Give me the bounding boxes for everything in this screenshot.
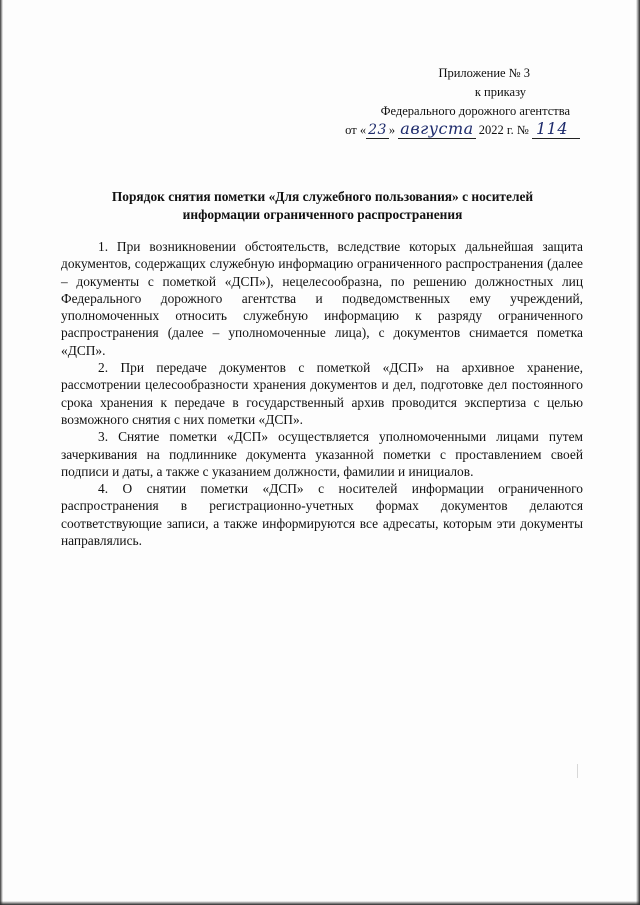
handwritten-day: 23 [368,122,387,138]
date-prefix: от [345,123,357,137]
number-field [532,121,580,139]
handwritten-month: августа [400,119,474,138]
scan-artifact-mark [577,764,578,778]
appendix-number: Приложение № 3 [438,66,530,80]
paragraph-1: 1. При возникновении обстоятельств, вследствие которых дальнейшая защита документов, содержащих служебную информацию ограниченного распространения (далее – документы с пометкой «ДСП»), нецелесообразна, по решению должностных лиц Федерального дорожного агентства и подведомственных ему учреждений, уполномоченных относить служебную информацию к разряду ограниченного распространения (далее – уполномоченные лица), с документов снимается пометка «ДСП». [61,239,583,358]
month-field [398,121,475,139]
title-line-1: Порядок снятия пометки «Для служебного пользования» с носителей [111,189,534,204]
scan-edge-bottom [0,901,640,905]
scan-edge-right [636,0,640,905]
day-field [366,122,389,139]
number-prefix: № [516,123,529,137]
agency-name: Федерального дорожного агентства [380,104,570,118]
order-date-line [300,121,580,140]
paragraph-4: 4. О снятии пометки «ДСП» с носителей информации ограниченного распространения в регистрационно-учетных формах документов делаются соответствующие записи, а также информируются все адресаты, которым эти документы направлялись. [61,481,583,549]
order-reference: к приказу [474,85,526,99]
document-body [61,238,583,549]
title-line-2: информации ограниченного распространения [182,207,463,222]
open-quote: « [359,123,367,137]
order-year: 2022 г. [478,123,514,137]
paragraph-2: 2. При передаче документов с пометкой «ДСП» на архивное хранение, рассмотрении целесообразности хранения документов и дел, подготовке дел постоянного срока хранения к передаче в государственный архив проводится экспертиза с целью возможного снятия с них пометки «ДСП». [61,360,583,427]
close-quote: » [388,123,396,137]
paragraph-3: 3. Снятие пометки «ДСП» осуществляется уполномоченными лицами путем зачеркивания на подлиннике документа указанной пометки с проставлением своей подписи и даты, а также с указанием должности, фамилии и инициалов. [61,429,583,479]
appendix-header [300,64,580,140]
scan-edge-left [0,0,3,905]
handwritten-number: 114 [535,119,568,138]
document-title [60,188,585,224]
